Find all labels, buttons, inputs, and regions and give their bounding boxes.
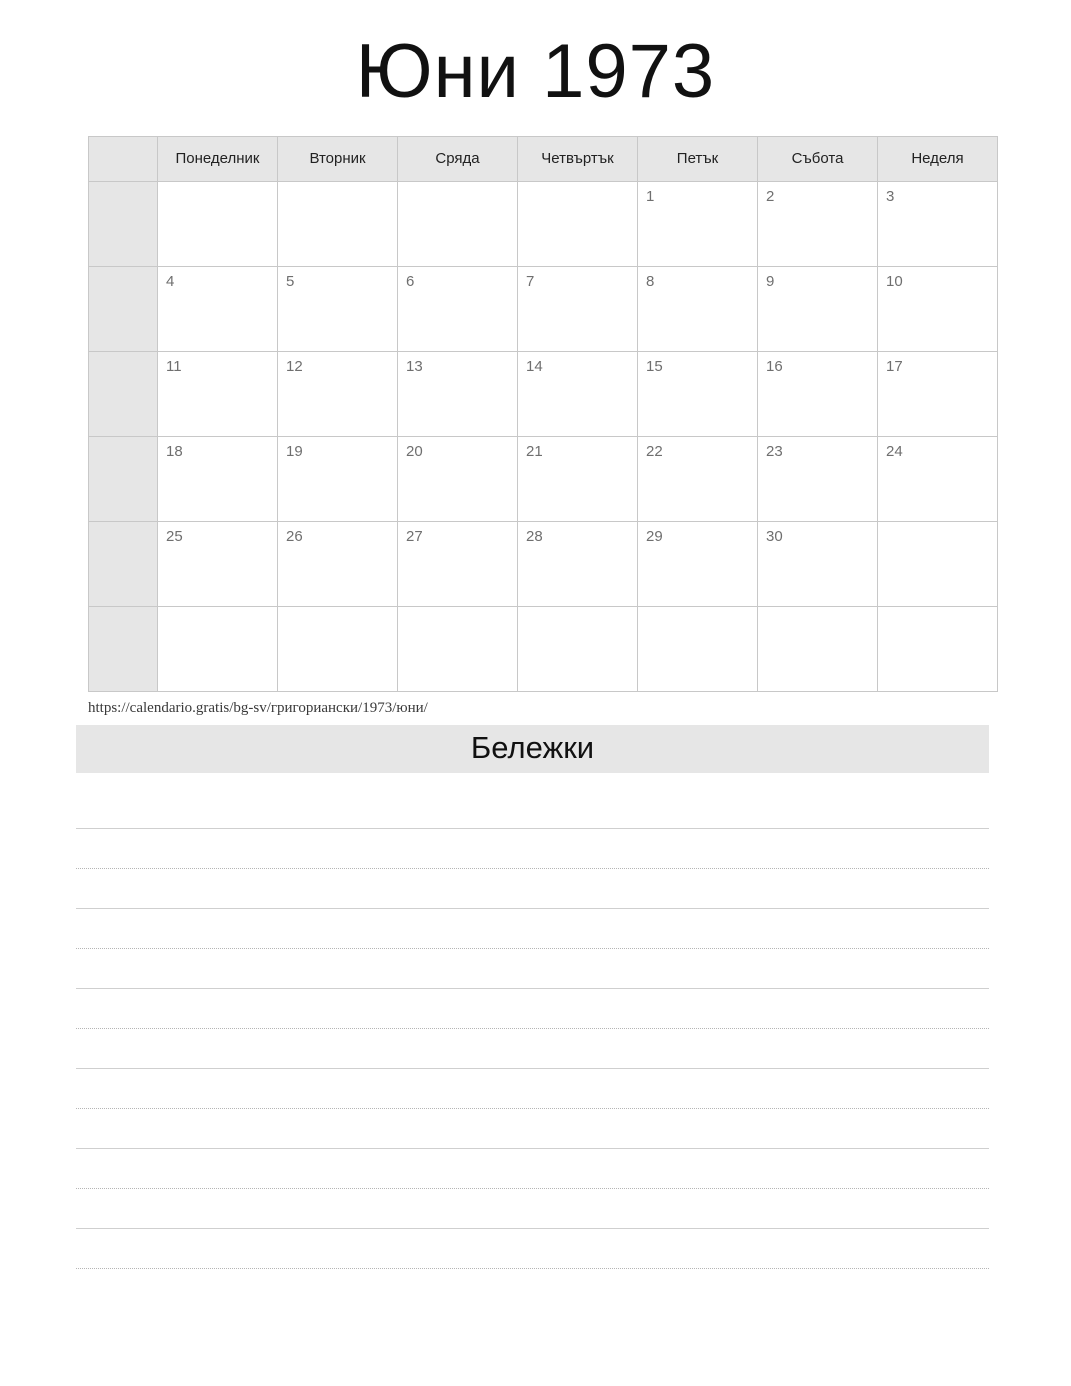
calendar-week-row — [89, 181, 998, 266]
calendar-container — [88, 136, 989, 692]
note-line[interactable] — [76, 1229, 989, 1269]
day-cell[interactable] — [638, 181, 758, 266]
day-cell[interactable] — [158, 181, 278, 266]
note-line[interactable] — [76, 989, 989, 1029]
day-cell[interactable] — [638, 521, 758, 606]
day-cell[interactable] — [638, 351, 758, 436]
weekday-header-tuesday: Вторник — [278, 136, 398, 181]
day-number: 17 — [886, 357, 903, 375]
week-column-corner — [89, 136, 158, 181]
day-cell[interactable] — [878, 266, 998, 351]
page-title: Юни 1973 — [355, 29, 716, 114]
weekday-header-saturday: Събота — [758, 136, 878, 181]
day-number: 20 — [406, 442, 423, 460]
source-url[interactable]: https://calendario.gratis/bg-sv/григориански/1973/юни/ — [88, 699, 428, 716]
note-line[interactable] — [76, 789, 989, 829]
day-number: 19 — [286, 442, 303, 460]
day-cell[interactable] — [158, 521, 278, 606]
day-cell[interactable] — [638, 606, 758, 691]
day-number: 18 — [166, 442, 183, 460]
day-cell[interactable] — [278, 266, 398, 351]
day-number: 5 — [286, 272, 295, 290]
day-cell[interactable] — [398, 181, 518, 266]
day-cell[interactable] — [158, 436, 278, 521]
day-number: 26 — [286, 527, 303, 545]
day-cell[interactable] — [518, 606, 638, 691]
weekday-header-thursday: Четвъртък — [518, 136, 638, 181]
note-line[interactable] — [76, 829, 989, 869]
notes-section — [76, 725, 989, 1269]
week-number-cell — [89, 351, 158, 436]
day-cell[interactable] — [518, 266, 638, 351]
day-cell[interactable] — [878, 606, 998, 691]
notes-lines — [76, 789, 989, 1269]
calendar-week-row — [89, 606, 998, 691]
day-cell[interactable] — [278, 436, 398, 521]
day-cell[interactable] — [758, 266, 878, 351]
day-number: 3 — [886, 187, 895, 205]
note-line[interactable] — [76, 949, 989, 989]
note-line[interactable] — [76, 1109, 989, 1149]
weekday-header-row — [89, 136, 998, 181]
day-number: 22 — [646, 442, 663, 460]
weekday-header-sunday: Неделя — [878, 136, 998, 181]
week-number-cell — [89, 181, 158, 266]
day-cell[interactable] — [758, 606, 878, 691]
calendar-body — [89, 181, 998, 691]
day-cell[interactable] — [158, 606, 278, 691]
calendar-head — [89, 136, 998, 181]
day-cell[interactable] — [278, 521, 398, 606]
day-cell[interactable] — [518, 521, 638, 606]
day-number: 15 — [646, 357, 663, 375]
day-number: 24 — [886, 442, 903, 460]
day-cell[interactable] — [518, 181, 638, 266]
day-cell[interactable] — [638, 266, 758, 351]
week-number-cell — [89, 436, 158, 521]
day-cell[interactable] — [518, 436, 638, 521]
day-number: 27 — [406, 527, 423, 545]
day-cell[interactable] — [758, 351, 878, 436]
day-number: 4 — [166, 272, 175, 290]
day-cell[interactable] — [398, 266, 518, 351]
day-number: 9 — [766, 272, 775, 290]
note-line[interactable] — [76, 1149, 989, 1189]
day-number: 21 — [526, 442, 543, 460]
calendar-week-row — [89, 266, 998, 351]
day-number: 6 — [406, 272, 415, 290]
note-line[interactable] — [76, 1069, 989, 1109]
weekday-header-wednesday: Сряда — [398, 136, 518, 181]
day-cell[interactable] — [878, 181, 998, 266]
day-number: 28 — [526, 527, 543, 545]
day-number: 11 — [166, 357, 182, 375]
day-cell[interactable] — [278, 606, 398, 691]
note-line[interactable] — [76, 1029, 989, 1069]
day-cell[interactable] — [758, 521, 878, 606]
day-cell[interactable] — [878, 521, 998, 606]
day-cell[interactable] — [518, 351, 638, 436]
day-number: 30 — [766, 527, 783, 545]
day-cell[interactable] — [638, 436, 758, 521]
day-cell[interactable] — [158, 351, 278, 436]
day-cell[interactable] — [878, 351, 998, 436]
day-cell[interactable] — [758, 436, 878, 521]
day-number: 12 — [286, 357, 303, 375]
day-number: 7 — [526, 272, 535, 290]
note-line[interactable] — [76, 1189, 989, 1229]
note-line[interactable] — [76, 909, 989, 949]
notes-heading: Бележки — [76, 725, 989, 773]
day-number: 2 — [766, 187, 775, 205]
day-number: 25 — [166, 527, 183, 545]
day-cell[interactable] — [398, 436, 518, 521]
day-number: 23 — [766, 442, 783, 460]
day-cell[interactable] — [278, 181, 398, 266]
weekday-header-monday: Понеделник — [158, 136, 278, 181]
day-cell[interactable] — [278, 351, 398, 436]
day-number: 14 — [526, 357, 543, 375]
day-number: 10 — [886, 272, 903, 290]
day-number: 13 — [406, 357, 423, 375]
day-number: 1 — [646, 187, 655, 205]
week-number-cell — [89, 521, 158, 606]
calendar-week-row — [89, 436, 998, 521]
note-line[interactable] — [76, 869, 989, 909]
calendar-week-row — [89, 351, 998, 436]
weekday-header-friday: Петък — [638, 136, 758, 181]
day-number: 29 — [646, 527, 663, 545]
calendar-table — [88, 136, 998, 692]
day-cell[interactable] — [758, 181, 878, 266]
day-number: 8 — [646, 272, 655, 290]
day-cell[interactable] — [398, 351, 518, 436]
week-number-cell — [89, 266, 158, 351]
week-number-cell — [89, 606, 158, 691]
calendar-week-row — [89, 521, 998, 606]
day-cell[interactable] — [398, 606, 518, 691]
day-cell[interactable] — [158, 266, 278, 351]
day-cell[interactable] — [398, 521, 518, 606]
day-number: 16 — [766, 357, 783, 375]
day-cell[interactable] — [878, 436, 998, 521]
